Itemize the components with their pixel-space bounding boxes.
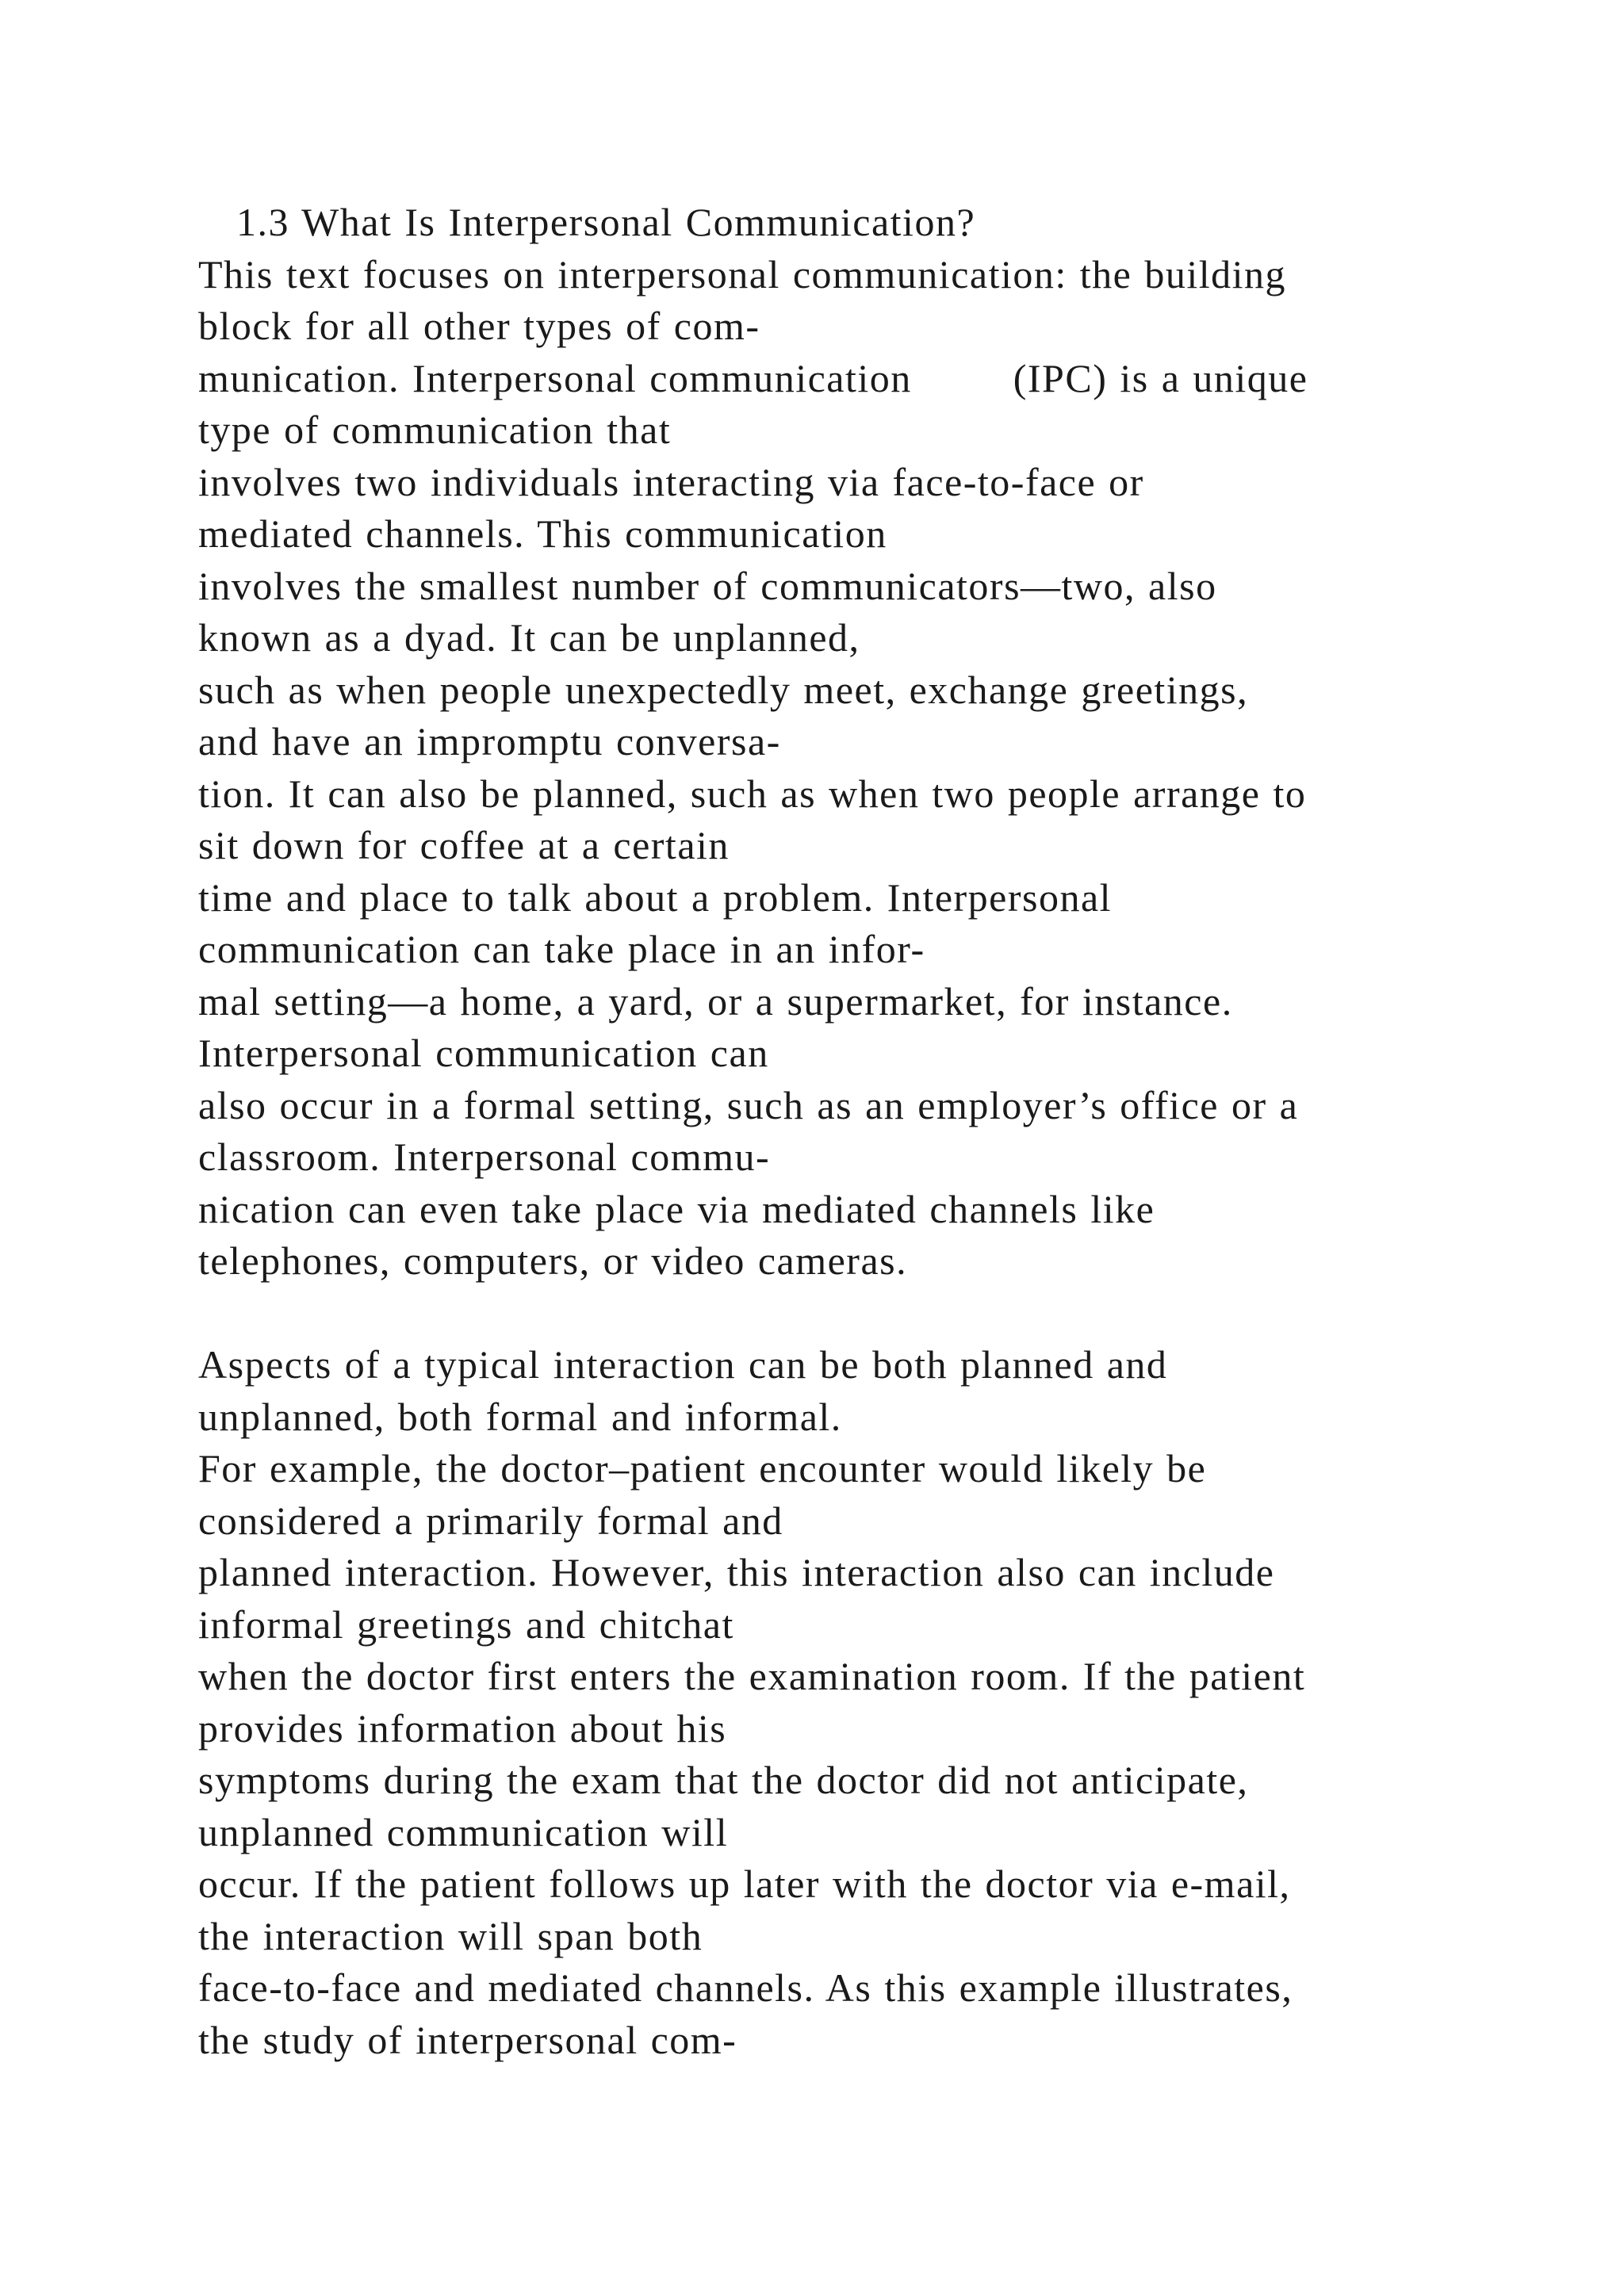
- text-line: type of communication that: [198, 408, 672, 452]
- text-line: mal setting—a home, a yard, or a supermarket, for instance.: [198, 978, 1233, 1024]
- text-line: also occur in a formal setting, such as an employer’s office or a: [198, 1082, 1299, 1127]
- text-line: face-to-face and mediated channels. As this example illustrates,: [198, 1965, 1293, 2010]
- text-line: involves two individuals interacting via face-to-face or: [198, 459, 1144, 504]
- text-line: and have an impromptu conversa-: [198, 719, 781, 763]
- text-line: This text focuses on interpersonal communication: the building: [198, 251, 1287, 297]
- text-line: provides information about his: [198, 1705, 727, 1751]
- text-line: symptoms during the exam that the doctor did not anticipate,: [198, 1758, 1249, 1802]
- text-line: when the doctor first enters the examination room. If the patient: [198, 1654, 1306, 1698]
- section-heading: 1.3 What Is Interpersonal Communication?: [198, 200, 976, 244]
- text-line: involves the smallest number of communicators—two, also: [198, 563, 1217, 608]
- text-line: the interaction will span both: [198, 1913, 703, 1958]
- text-line: communication can take place in an infor-: [198, 927, 925, 971]
- text-line: informal greetings and chitchat: [198, 1601, 734, 1647]
- text-line: tion. It can also be planned, such as when two people arrange to: [198, 771, 1307, 816]
- text-line: sit down for coffee at a certain: [198, 823, 730, 867]
- text-line: classroom. Interpersonal commu-: [198, 1135, 771, 1179]
- text-line: planned interaction. However, this interaction also can include: [198, 1550, 1275, 1594]
- text-line: nication can even take place via mediated channels like: [198, 1186, 1155, 1231]
- text-line: considered a primarily formal and: [198, 1498, 783, 1543]
- paragraph-break: [198, 1288, 1507, 1340]
- document-body: [198, 197, 1507, 2066]
- text-line: unplanned, both formal and informal.: [198, 1394, 842, 1439]
- text-line: such as when people unexpectedly meet, exchange greetings,: [198, 667, 1249, 712]
- text-line: mediated channels. This communication: [198, 511, 887, 556]
- text-line: known as a dyad. It can be unplanned,: [198, 615, 860, 660]
- text-line: occur. If the patient follows up later with the doctor via e-mail,: [198, 1862, 1291, 1906]
- text-line: telephones, computers, or video cameras.: [198, 1238, 908, 1283]
- text-line: Interpersonal communication can: [198, 1031, 769, 1075]
- text-line: time and place to talk about a problem. Interpersonal: [198, 874, 1113, 920]
- text-line: the study of interpersonal com-: [198, 2017, 737, 2062]
- text-line: unplanned communication will: [198, 1809, 729, 1854]
- text-line: block for all other types of com-: [198, 304, 760, 348]
- text-line: Aspects of a typical interaction can be both planned and: [198, 1342, 1168, 1387]
- text-line: munication. Interpersonal communication (IPC) is a unique: [198, 355, 1308, 400]
- text-line: For example, the doctor–patient encounter would likely be: [198, 1446, 1207, 1490]
